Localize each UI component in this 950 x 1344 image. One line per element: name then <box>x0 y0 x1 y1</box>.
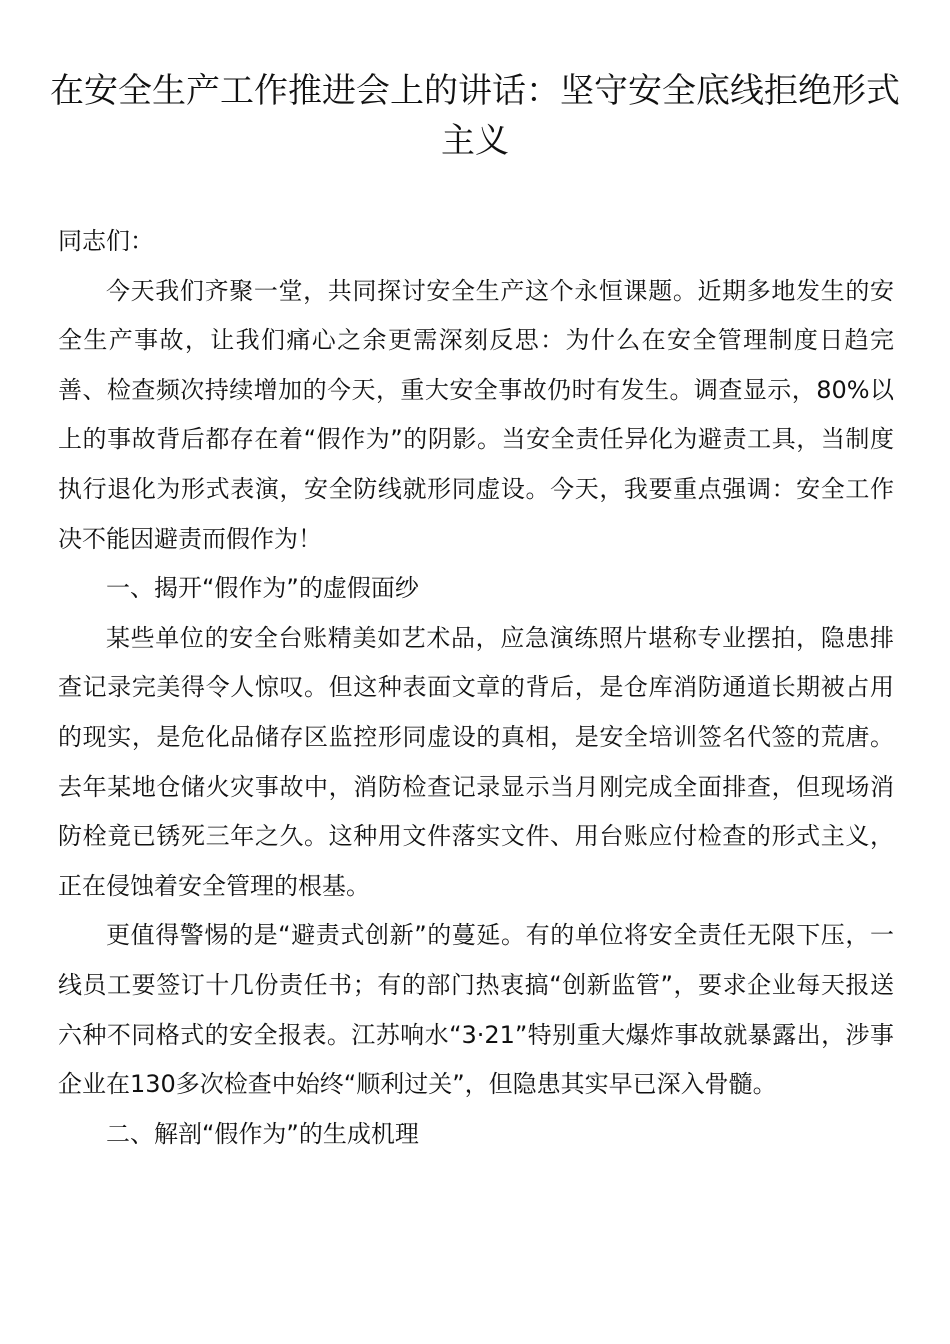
paragraph-intro: 今天我们齐聚一堂，共同探讨安全生产这个永恒课题。近期多地发生的安全生产事故，让我们痛心之余更需深刻反思：为什么在安全管理制度日趋完善、检查频次持续增加的今天，重大安全事故仍时有发生。调查显示，80%以上的事故背后都存在着“假作为”的阴影。当安全责任异化为避责工具，当制度执行退化为形式表演，安全防线就形同虚设。今天，我要重点强调：安全工作决不能因避责而假作为！ <box>58 276 894 553</box>
section-heading-2: 二、解剖“假作为”的生成机理 <box>106 1119 419 1148</box>
paragraph-section1-b: 更值得警惕的是“避责式创新”的蔓延。有的单位将安全责任无限下压，一线员工要签订十几份责任书；有的部门热衷搞“创新监管”，要求企业每天报送六种不同格式的安全报表。江苏响水“3·21”特别重大爆炸事故就暴露出，涉事企业在130多次检查中始终“顺利过关”，但隐患其实早已深入骨髓。 <box>58 921 894 1099</box>
document-title: 在安全生产工作推进会上的讲话：坚守安全底线拒绝形式主义 <box>50 71 900 161</box>
document-body <box>58 217 894 1159</box>
section-heading-1: 一、揭开“假作为”的虚假面纱 <box>106 574 419 603</box>
salutation: 同志们： <box>58 227 154 255</box>
paragraph-section1-a: 某些单位的安全台账精美如艺术品，应急演练照片堪称专业摆拍，隐患排查记录完美得令人惊叹。但这种表面文章的背后，是仓库消防通道长期被占用的现实，是危化品储存区监控形同虚设的真相，是安全培训签名代签的荒唐。去年某地仓储火灾事故中，消防检查记录显示当月刚完成全面排查，但现场消防栓竟已锈死三年之久。这种用文件落实文件、用台账应付检查的形式主义，正在侵蚀着安全管理的根基。 <box>58 623 894 900</box>
